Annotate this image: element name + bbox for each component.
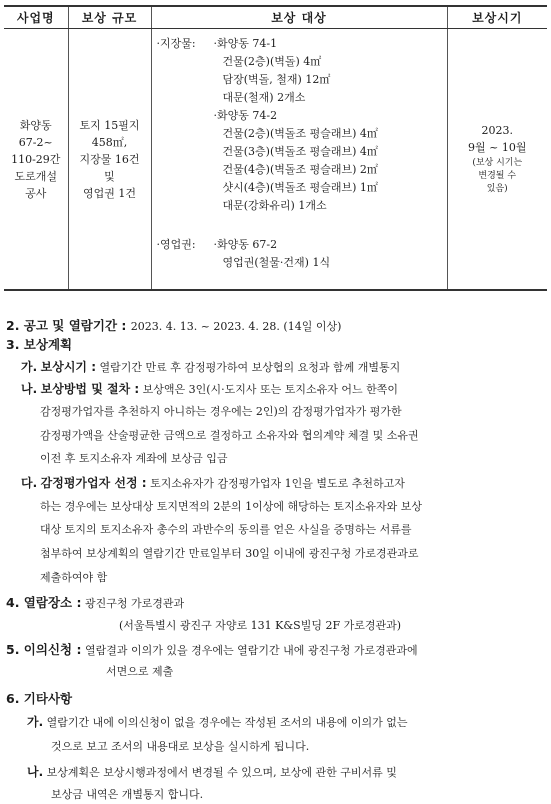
scale-line: 지장물 16건 (79, 152, 140, 166)
plan-b-title: 보상방법 및 절차 : (40, 382, 140, 396)
project-line: 화양동 (19, 118, 52, 132)
timing-cell (447, 29, 547, 291)
lot-address: ·화양동 67-2 (213, 238, 278, 251)
header-target: 보상 대상 (151, 6, 447, 29)
plan-a (21, 358, 400, 375)
misc-a-text: 열람기간 내에 이의신청이 없을 경우에는 작성된 조서의 내용에 이의가 없는 (46, 716, 408, 729)
lot-item: 건물(4층)(벽돌조 평슬래브) 2㎡ (222, 163, 378, 176)
plan-b-line: 이전 후 토지소유자 계좌에 보상금 입금 (40, 452, 228, 465)
plan-c-marker: 다. (21, 476, 38, 490)
scale-line: 토지 15필지 (79, 118, 140, 132)
lot-item: 영업권(철물·건재) 1식 (222, 256, 331, 269)
misc-b-marker: 나. (27, 765, 44, 779)
lot-item: 대문(강화유리) 1개소 (222, 199, 327, 212)
plan-b-line: 감정평가액을 산술평균한 금액으로 결정하고 소유자와 협의계약 체결 및 소유권 (40, 429, 419, 442)
lot-item: 대문(철재) 2개소 (222, 91, 306, 104)
obstacles-label: ·지장물: (156, 37, 196, 50)
target-cell (151, 29, 447, 291)
objection (6, 640, 418, 658)
misc-title: 6. 기타사항 (6, 691, 73, 706)
lot-address: ·화양동 74-1 (213, 37, 278, 50)
objection-text: 열람결과 이의가 있을 경우에는 열람기간 내에 광진구청 가로경관과에 (84, 644, 418, 657)
lot-item: 건물(2층)(벽돌조 평슬래브) 4㎡ (222, 127, 378, 140)
plan-a-marker: 가. (21, 360, 38, 374)
scale-line: 458㎡, (91, 135, 128, 149)
timing-note-line: 변경될 수 (478, 171, 517, 181)
notice-period-value: 2023. 4. 13. ~ 2023. 4. 28. (14일 이상) (130, 320, 342, 333)
venue-title: 4. 열람장소 : (6, 595, 82, 610)
plan-a-title: 보상시기 : (40, 360, 97, 374)
plan-c-line: 대상 토지의 토지소유자 총수의 과반수의 동의를 얻은 사실을 증명하는 서류를 (40, 523, 412, 536)
lot-item: 건물(3층)(벽돌조 평슬래브) 4㎡ (222, 145, 378, 158)
objection-line: 서면으로 제출 (106, 665, 174, 678)
plan-c-line: 제출하여야 함 (40, 571, 108, 584)
timing-year: 2023. (481, 124, 513, 137)
plan-c (21, 474, 405, 491)
venue-address: (서울특별시 광진구 자양로 131 K&S빌딩 2F 가로경관과) (119, 619, 402, 632)
misc-a-line: 것으로 보고 조서의 내용대로 보상을 실시하게 됩니다. (51, 740, 310, 753)
scale-cell (68, 29, 151, 291)
misc-b-text: 보상계획은 보상시행과정에서 변경될 수 있으며, 보상에 관한 구비서류 및 (46, 766, 397, 779)
lot-item: 샷시(4층)(벽돌조 평슬래브) 1㎡ (222, 181, 378, 194)
timing-range: 9월 ~ 10월 (468, 141, 527, 154)
header-project: 사업명 (4, 6, 68, 29)
venue (6, 593, 184, 611)
project-line: 110-29간 (11, 152, 61, 166)
plan-c-line: 하는 경우에는 보상대상 토지면적의 2분의 1이상에 해당하는 토지소유자와 보상 (40, 500, 422, 513)
plan-b-text: 보상액은 3인(시·도지사 또는 토지소유자 어느 한쪽이 (142, 383, 399, 396)
business-label: ·영업권: (156, 238, 196, 251)
plan-title: 3. 보상계획 (6, 337, 73, 352)
scale-line: 영업권 1건 (83, 186, 136, 200)
plan-b (21, 380, 398, 397)
plan-b-line: 감정평가업자를 추천하지 아니하는 경우에는 2인)의 감정평가업자가 평가한 (40, 405, 402, 418)
notice-period-title: 2. 공고 및 열람기간 : (6, 318, 127, 333)
lot-item: 담장(벽돌, 철재) 12㎡ (222, 73, 331, 86)
objection-title: 5. 이의신청 : (6, 642, 82, 657)
header-scale: 보상 규모 (68, 6, 151, 29)
header-timing: 보상시기 (447, 6, 547, 29)
timing-note-line: (보상 시기는 (472, 158, 523, 168)
timing-note-line: 있음) (486, 184, 508, 194)
project-line: 공사 (25, 186, 47, 200)
table-header-row (4, 6, 547, 29)
plan-c-title: 감정평가업자 선정 : (40, 476, 147, 490)
project-line: 도로개설 (14, 169, 57, 183)
misc-a (27, 713, 408, 730)
project-cell (4, 29, 68, 291)
table-row (4, 29, 547, 291)
plan-a-text: 열람기간 만료 후 감정평가하여 보상협의 요청과 함께 개별통지 (99, 361, 401, 374)
plan-b-marker: 나. (21, 382, 38, 396)
project-line: 67-2~ (18, 135, 53, 149)
lot-item: 건물(2층)(벽돌) 4㎡ (222, 55, 322, 68)
notice-period (6, 316, 341, 334)
scale-line: 및 (104, 169, 115, 183)
plan-c-text: 토지소유자가 감정평가업자 1인을 별도로 추천하고자 (150, 477, 405, 490)
plan-c-line: 첨부하여 보상계획의 열람기간 만료일부터 30일 이내에 광진구청 가로경관과로 (40, 547, 419, 560)
misc-a-marker: 가. (27, 715, 44, 729)
compensation-table (4, 5, 547, 291)
venue-value: 광진구청 가로경관과 (84, 597, 185, 610)
misc-b (27, 763, 397, 780)
misc-b-line: 보상금 내역은 개별통지 합니다. (51, 788, 204, 801)
lot-address: ·화양동 74-2 (213, 109, 278, 122)
